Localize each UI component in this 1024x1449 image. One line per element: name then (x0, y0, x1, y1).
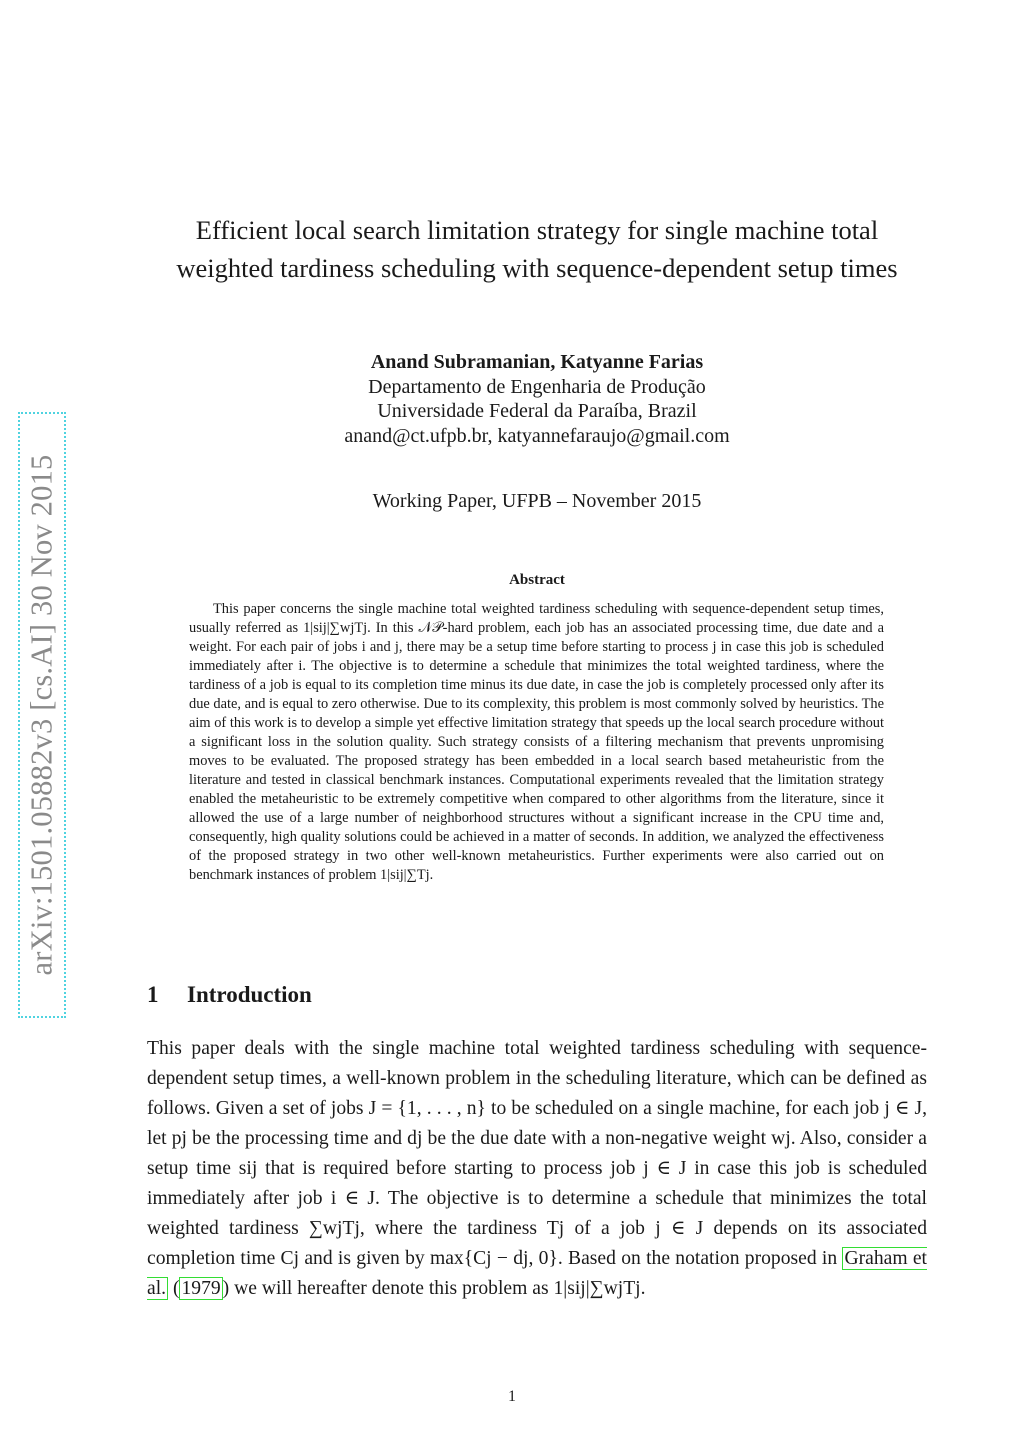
arxiv-stamp (18, 412, 66, 1018)
paper-title: Efficient local search limitation strategy for single machine total weighted tardiness scheduling with sequence-dependent setup times (176, 215, 898, 283)
section-number: 1 (147, 982, 159, 1007)
introduction-paragraph: This paper deals with the single machine total weighted tardiness scheduling with sequence-dependent setup times, a well-known problem in the scheduling literature, which can be defined as follows. Given a set of jobs J = {1, . . . , n} to be scheduled on a single machine, for each job j ∈ J, let pj be the processing time and dj be the due date with a non-negative weight wj. Also, consider a setup time sij that is required before starting to process job j ∈ J in case this job is scheduled immediately after job i ∈ J. The objective is to determine a schedule that minimizes the total weighted tardiness ∑wjTj, where the tardiness Tj of a job j ∈ J depends on its associated completion time Cj and is given by max{Cj − dj, 0}. Based on the notation proposed in Graham et al. ( 1979 ) we will hereafter denote this problem as 1|sij|∑wjTj. (147, 1038, 927, 1299)
section-title: Introduction (187, 982, 312, 1007)
author-department: Departamento de Engenharia de Produção (368, 375, 706, 398)
citation-link-year[interactable]: 1979 (181, 1278, 221, 1299)
abstract-heading: Abstract (509, 572, 565, 588)
section-heading (147, 982, 312, 1008)
intro-text-part-1: This paper deals with the single machine total weighted tardiness scheduling with sequence-dependent setup times, a well-known problem in the scheduling literature, which can be defined as follows. Given a set of jobs J = {1, . . . , n} to be scheduled on a single machine, for each job j ∈ J, let pj be the processing time and dj be the due date with a non-negative weight wj. Also, consider a setup time sij that is required before starting to process job j ∈ J in case this job is scheduled immediately after job i ∈ J. The objective is to determine a schedule that minimizes the total weighted tardiness ∑wjTj, where the tardiness Tj of a job j ∈ J depends on its associated completion time Cj and is given by max{Cj − dj, 0}. Based on the notation proposed in (147, 1038, 927, 1269)
author-emails[interactable]: anand@ct.ufpb.br, katyannefaraujo@gmail.com (344, 424, 730, 447)
author-university: Universidade Federal da Paraíba, Brazil (377, 400, 697, 422)
arxiv-identifier[interactable]: arXiv:1501.05882v3 [cs.AI] 30 Nov 2015 (24, 454, 59, 976)
author-block (145, 350, 929, 448)
citation-link-authors[interactable]: Graham et al. (147, 1248, 927, 1299)
intro-text-part-2: we will hereafter denote this problem as 1|sij|∑wjTj. (234, 1278, 646, 1299)
working-paper-line: Working Paper, UFPB – November 2015 (372, 490, 702, 512)
page-number: 1 (508, 1388, 516, 1405)
author-names: Anand Subramanian, Katyanne Farias (370, 351, 704, 373)
abstract-text: This paper concerns the single machine total weighted tardiness scheduling with sequence-dependent setup times, usually referred as 1|sij|∑wjTj. In this 𝒩𝒫-hard problem, each job has an associated processing time, due date and a weight. For each pair of jobs i and j, there may be a setup time before starting to process j in case this job is scheduled immediately after i. The objective is to determine a schedule that minimizes the total weighted tardiness, where the tardiness of a job is equal to its completion time minus its due date, in case the job is completely processed only after its due date, and is equal to zero otherwise. Due to its complexity, this problem is most commonly solved by heuristics. The aim of this work is to develop a simple yet effective limitation strategy that speeds up the local search procedure without a significant loss in the solution quality. Such strategy consists of a filtering mechanism that prevents unpromising moves to be evaluated. The proposed strategy has been embedded in a local search based metaheuristic from the literature and tested in classical benchmark instances. Computational experiments revealed that the limitation strategy enabled the metaheuristic to be extremely competitive when compared to other algorithms from the literature, since it allowed the use of a large number of neighborhood structures without a significant increase in the CPU time and, consequently, high quality solutions could be achieved in a matter of seconds. In addition, we analyzed the effectiveness of the proposed strategy in two other well-known metaheuristics. Further experiments were also carried out on benchmark instances of problem 1|sij|∑Tj. (189, 601, 884, 883)
